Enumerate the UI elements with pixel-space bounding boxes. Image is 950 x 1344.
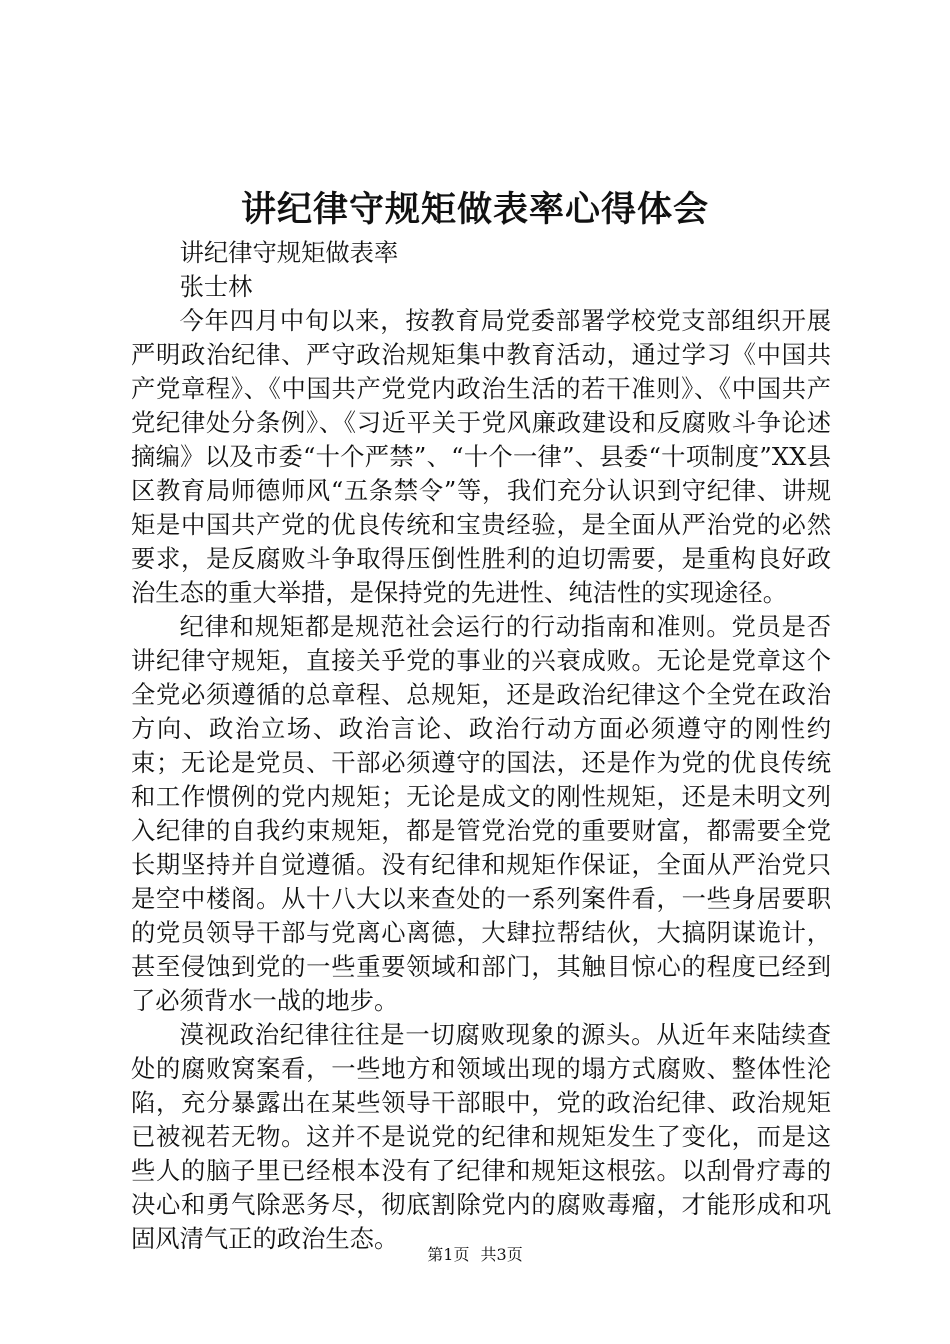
page-number-current: 第1页	[427, 1245, 470, 1264]
subtitle-line: 讲纪律守规矩做表率	[179, 238, 399, 267]
paragraph-1: 今年四月中旬以来，按教育局党委部署学校党支部组织开展严明政治纪律、严守政治规矩集中教育活动，通过学习《中国共产党章程》、《中国共产党党内政治生活的若干准则》、《中国共产党纪律处分条例》、《习近平关于党风廉政建设和反腐败斗争论述摘编》以及市委“十个严禁”、“十个一律”、县委“十项制度”XX县区教育局师德师风“五条禁令”等，我们充分认识到守纪律、讲规矩是中国共产党的优良传统和宝贵经验，是全面从严治党的必然要求，是反腐败斗争取得压倒性胜利的迫切需要，是重构良好政治生态的重大举措，是保持党的先进性、纯洁性的实现途径。	[131, 306, 831, 607]
page-number-total: 共3页	[480, 1245, 523, 1264]
author-line: 张士林	[179, 272, 253, 301]
paragraph-3: 漠视政治纪律往往是一切腐败现象的源头。从近年来陆续查处的腐败窝案看，一些地方和领域出现的塌方式腐败、整体性沦陷，充分暴露出在某些领导干部眼中，党的政治纪律、政治规矩已被视若无物。这并不是说党的纪律和规矩发生了变化，而是这些人的脑子里已经根本没有了纪律和规矩这根弦。以刮骨疗毒的决心和勇气除恶务尽，彻底割除党内的腐败毒瘤，才能形成和巩固风清气正的政治生态。	[131, 1020, 831, 1253]
page-footer	[0, 1243, 950, 1267]
paragraph-2: 纪律和规矩都是规范社会运行的行动指南和准则。党员是否讲纪律守规矩，直接关乎党的事业的兴衰成败。无论是党章这个全党必须遵循的总章程、总规矩，还是政治纪律这个全党在政治方向、政治立场、政治言论、政治行动方面必须遵守的刚性约束；无论是党员、干部必须遵守的国法，还是作为党的优良传统和工作惯例的党内规矩；无论是成文的刚性规矩，还是未明文列入纪律的自我约束规矩，都是管党治党的重要财富，都需要全党长期坚持并自觉遵循。没有纪律和规矩作保证，全面从严治党只是空中楼阁。从十八大以来查处的一系列案件看，一些身居要职的党员领导干部与党离心离德，大肆拉帮结伙，大搞阴谋诡计，甚至侵蚀到党的一些重要领域和部门，其触目惊心的程度已经到了必须背水一战的地步。	[131, 612, 831, 1015]
page-title: 讲纪律守规矩做表率心得体会	[240, 189, 709, 230]
document-body	[131, 236, 831, 1256]
